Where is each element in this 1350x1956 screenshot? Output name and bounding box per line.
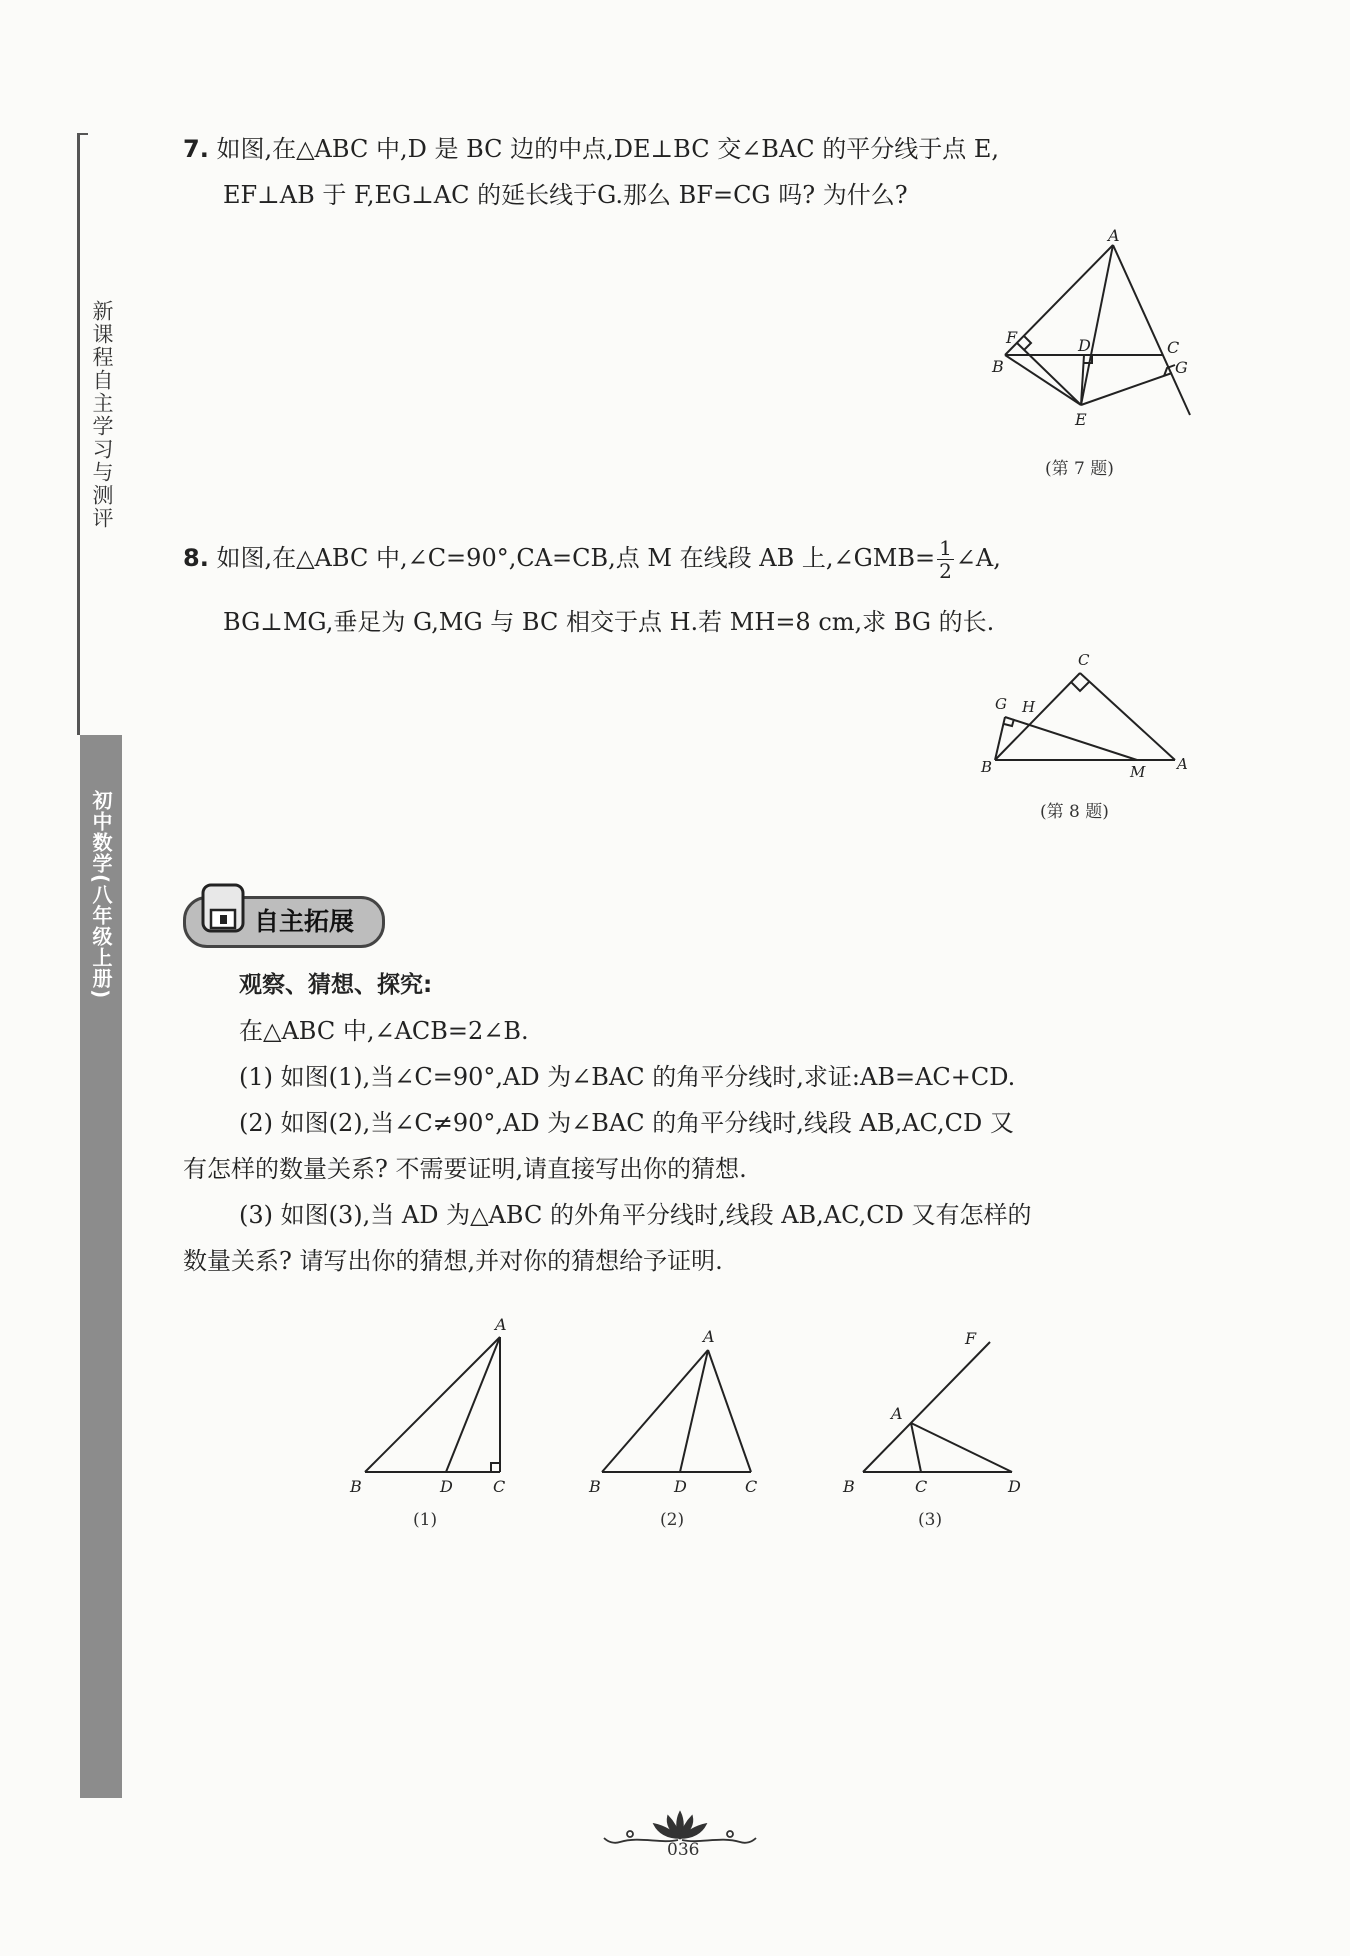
fig7-line-BE [1005, 355, 1081, 405]
ext1-right-angle-C [491, 1463, 500, 1472]
ext1-label-A: A [495, 1315, 507, 1334]
fig7-label-D: D [1078, 336, 1091, 355]
figure-ext-2 [585, 1320, 775, 1500]
question-8 [183, 530, 1193, 650]
ext2-label-C: C [745, 1477, 758, 1496]
extension-part1: (1) 如图(1),当∠C=90°,AD 为∠BAC 的角平分线时,求证:AB=AC+CD. [239, 1063, 1016, 1091]
question-7 [183, 126, 1193, 218]
figure-ext-1 [340, 1310, 530, 1500]
ext2-label-B: B [589, 1477, 601, 1496]
question-8-line1-part2: ∠A, [955, 544, 1001, 572]
fig7-line-AE [1081, 245, 1113, 405]
ext3-label-B: B [843, 1477, 855, 1496]
extension-part3-line2: 数量关系? 请写出你的猜想,并对你的猜想给予证明. [183, 1247, 723, 1275]
question-8-line1-part1: 如图,在△ABC 中,∠C=90°,CA=CB,点 M 在线段 AB 上,∠GMB= [216, 544, 936, 572]
fig8-label-M: M [1130, 763, 1146, 781]
fig7-label-F: F [1006, 328, 1018, 347]
fig7-label-C: C [1167, 338, 1180, 357]
figure-ext-3-caption: (3) [918, 1510, 943, 1530]
ext1-line-AB [365, 1337, 500, 1472]
fig8-label-G: G [995, 695, 1007, 713]
ext1-line-AD [446, 1337, 500, 1472]
fig8-label-A: A [1177, 755, 1188, 773]
extension-part2-line2: 有怎样的数量关系? 不需要证明,请直接写出你的猜想. [183, 1155, 747, 1183]
ext3-label-A: A [891, 1404, 903, 1423]
figure-ext-3 [835, 1325, 1035, 1500]
fig8-right-angle-C [1071, 682, 1089, 691]
floppy-disk-icon [200, 882, 246, 934]
question-8-number: 8. [183, 544, 209, 572]
fig8-line-CB [995, 673, 1080, 760]
page-number: 036 [667, 1840, 700, 1860]
fig7-label-B: B [992, 357, 1004, 376]
question-8-line2: BG⊥MG,垂足为 G,MG 与 BC 相交于点 H.若 MH=8 cm,求 BG 的长. [223, 608, 995, 636]
figure-q8-caption: (第 8 题) [1040, 802, 1109, 822]
sidebar-book-title: 新课程自主学习与测评 [90, 300, 114, 530]
ext1-label-B: B [350, 1477, 362, 1496]
extension-intro: 在△ABC 中,∠ACB=2∠B. [239, 1017, 529, 1045]
fig7-label-G: G [1175, 358, 1188, 377]
fraction-one-half [937, 537, 954, 582]
figure-q7-caption: (第 7 题) [1045, 459, 1114, 479]
figure-ext-1-caption: (1) [413, 1510, 438, 1530]
question-7-line1: 如图,在△ABC 中,D 是 BC 边的中点,DE⊥BC 交∠BAC 的平分线于点 E, [216, 135, 1000, 163]
fraction-numerator: 1 [939, 536, 952, 560]
fig7-line-EG [1081, 373, 1172, 405]
extension-heading: 观察、猜想、探究: [239, 972, 433, 998]
question-7-line2: EF⊥AB 于 F,EG⊥AC 的延长线于G.那么 BF=CG 吗? 为什么? [223, 181, 908, 209]
figure-q8 [965, 645, 1205, 785]
fig7-right-angle-F [1024, 336, 1031, 350]
ext3-line-AC [911, 1423, 921, 1472]
extension-part3-line1: (3) 如图(3),当 AD 为△ABC 的外角平分线时,线段 AB,AC,CD 又有怎样的 [239, 1201, 1032, 1229]
fig8-label-H: H [1022, 698, 1036, 716]
fig7-line-EF [1017, 343, 1081, 405]
ext2-line-AD [680, 1350, 708, 1472]
fraction-denominator: 2 [939, 559, 952, 583]
section-title: 自主拓展 [254, 907, 355, 936]
fig8-line-GM [1005, 717, 1137, 760]
fig8-label-C: C [1078, 651, 1090, 669]
sidebar-subject-label: 初中数学(八年级上册) [89, 790, 113, 1000]
figure-q7 [980, 225, 1200, 450]
ext2-line-AB [602, 1350, 708, 1472]
ext3-label-D: D [1008, 1477, 1021, 1496]
question-7-number: 7. [183, 135, 209, 163]
fig7-line-AB [1005, 245, 1113, 355]
extension-content [183, 962, 1193, 1284]
ext2-label-D: D [674, 1477, 687, 1496]
ext2-label-A: A [703, 1327, 715, 1346]
ext3-line-AD [911, 1423, 1012, 1472]
ext1-label-C: C [493, 1477, 506, 1496]
fig7-label-E: E [1075, 410, 1087, 429]
ext1-label-D: D [440, 1477, 453, 1496]
ext3-label-C: C [915, 1477, 928, 1496]
ext3-label-F: F [965, 1329, 977, 1348]
extension-part2-line1: (2) 如图(2),当∠C≠90°,AD 为∠BAC 的角平分线时,线段 AB,AC,CD 又 [239, 1109, 1014, 1137]
ext2-line-AC [708, 1350, 751, 1472]
fig8-label-B: B [981, 758, 993, 776]
figure-ext-2-caption: (2) [660, 1510, 685, 1530]
fig7-label-A: A [1108, 226, 1120, 245]
